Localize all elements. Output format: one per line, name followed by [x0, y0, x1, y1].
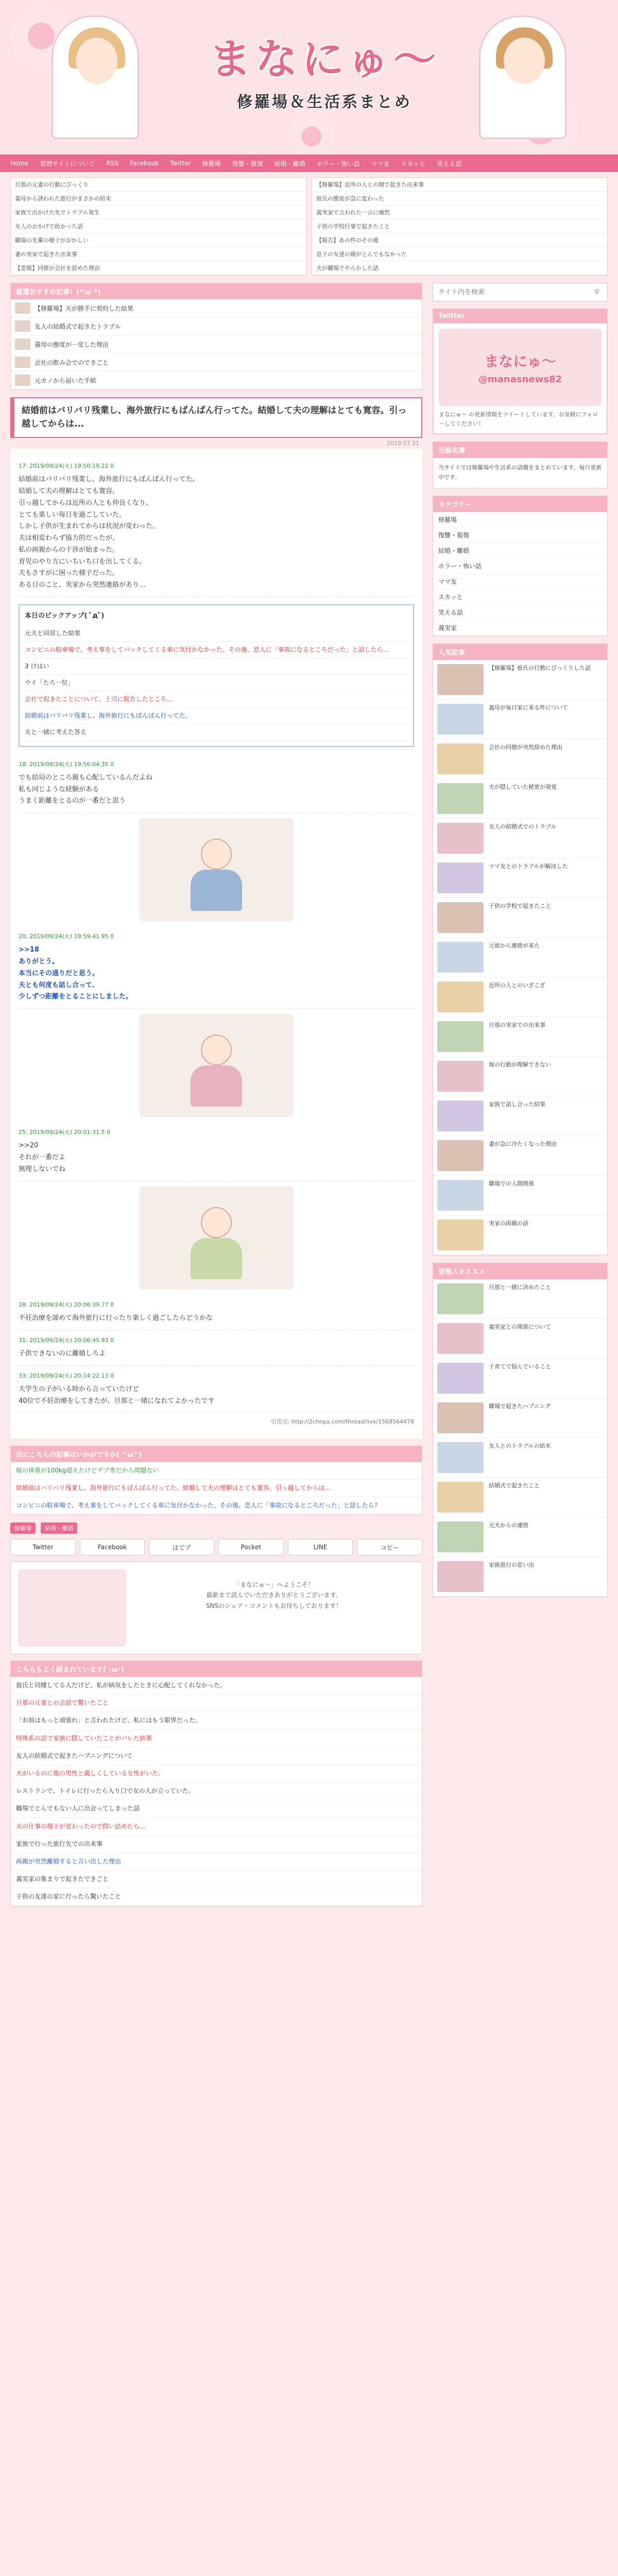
- admin-recommend-item[interactable]: [433, 1398, 607, 1438]
- main-nav: [0, 155, 618, 172]
- recommend-item-label: 友人の結婚式で起きたトラブル: [35, 323, 121, 330]
- share-hatena-button[interactable]: はてブ: [149, 1539, 214, 1555]
- recommend-heading: 厳選おすすめ記事！(*'ω`*): [11, 283, 422, 299]
- nav-item[interactable]: 管理サイトについて: [40, 160, 95, 167]
- midpick-item[interactable]: コンビニの駐車場で、考え事をしてバックしてくる車に気付かなかった。その後、恋人に「事故になるところだった」と話したら…: [25, 642, 408, 658]
- response-header: 18: 2019/09/24(火) 19:56:04.35 0: [19, 760, 114, 768]
- bottom-item[interactable]: 子供の友達の家に行ったら驚いたこと: [11, 1888, 422, 1906]
- post-title: 結婚前はバリバリ残業し、海外旅行にもばんばん行ってた。結婚して夫の理解はとても寛容。引っ越してからは...: [10, 397, 422, 438]
- midpick-item[interactable]: 会社で起きたことについて、上司に報告したところ…: [25, 691, 408, 708]
- response-body: 不妊治療を諦めて海外旅行に行ったり楽しく過ごしたらどうかな: [19, 1314, 213, 1322]
- response-body: >>20 それが一番だよ 無理しないでね: [19, 1142, 66, 1173]
- category-item[interactable]: 義実家: [433, 620, 607, 636]
- twitter-heading: Twitter: [433, 309, 607, 323]
- ranking-item-label: 妻が急に冷たくなった理由: [489, 1140, 557, 1147]
- nav-item[interactable]: 復讐・報復: [232, 160, 263, 167]
- thumbnail: [437, 1283, 484, 1314]
- thumbnail: [437, 1482, 484, 1513]
- bottom-item[interactable]: 特殊系の話で家族に隠していたことがバレた結果: [11, 1730, 422, 1748]
- admin-recommend-item[interactable]: [433, 1517, 607, 1557]
- about-box: [433, 442, 608, 488]
- thumbnail: [15, 302, 30, 314]
- bottom-item[interactable]: 彼氏と同棲してる人だけど、私が病気をしたときに心配してくれなかった。: [11, 1677, 422, 1694]
- tag[interactable]: 修羅場: [10, 1522, 36, 1534]
- response-item: [19, 1366, 414, 1413]
- midpick-item[interactable]: 結婚前はバリバリ残業し、海外旅行にもばんばん行ってた。: [25, 708, 408, 724]
- response-item: [19, 1122, 414, 1181]
- ranking-item[interactable]: [433, 898, 607, 938]
- response-body: 結婚前はバリバリ残業し、海外旅行にもばんばん行ってた。 結婚して夫の理解はとても寛容。 引っ越してからは近所の人とも仲良くなり、 とても楽しい毎日を過ごしていた。 しかし子供が生まれてからは状況が変わった。 夫は相変わらず協力的だったが、 私の両親からの干渉が始まった。 育児のやり方にいちいち口を出してくる。 夫もさすがに困った様子だった。 ある日のこと、実家から突然連絡があり…: [19, 476, 199, 589]
- thumbnail: [437, 1323, 484, 1354]
- site-search: [433, 283, 608, 301]
- bottom-item[interactable]: 「お前はもっと頑張れ」と言われたけど、私にはもう限界だった。: [11, 1712, 422, 1730]
- response-item: [19, 926, 414, 1009]
- response-header: 28: 2019/09/24(火) 20:06:39.77 0: [19, 1301, 114, 1308]
- tag[interactable]: 結婚・離婚: [41, 1522, 77, 1534]
- nav-item[interactable]: Home: [10, 160, 29, 167]
- admin-recommend-label: 義実家との関係について: [489, 1323, 551, 1330]
- ranking-item-label: 元彼から連絡が来た: [489, 942, 540, 949]
- ticker-link[interactable]: 【修羅場】近所の人との間で起きた出来事: [312, 178, 607, 192]
- ticker-link[interactable]: 職場の先輩の様子がおかしい: [11, 233, 306, 247]
- admin-recommend-item[interactable]: [433, 1279, 607, 1319]
- thumbnail: [437, 862, 484, 893]
- admin-recommend-item[interactable]: [433, 1557, 607, 1597]
- ranking-item[interactable]: [433, 779, 607, 819]
- ticker-link[interactable]: 義母から誘われた旅行がまさかの結末: [11, 192, 306, 206]
- twitter-name: まなにゅ〜: [484, 352, 556, 370]
- response-header: 31: 2019/09/24(火) 20:06:45.93 0: [19, 1336, 114, 1344]
- recommend-item-label: 【修羅場】夫が勝手に契約した結果: [35, 304, 134, 312]
- response-item: [19, 1295, 414, 1330]
- thumbnail: [437, 902, 484, 933]
- ranking-item[interactable]: [433, 1136, 607, 1176]
- bottom-item[interactable]: 夫がいるのに他の男性と親しくしている女性がいた。: [11, 1765, 422, 1783]
- midpick-box: [19, 604, 414, 747]
- thumbnail: [437, 1219, 484, 1250]
- ranking-box: [433, 643, 608, 1256]
- response-body: >>18 ありがとう。 本当にその通りだと思う。 夫とも何度も話し合って、 少しずつ距離をとることにしました。: [19, 946, 133, 1001]
- midpick-item[interactable]: 夫と一緒に考えた答え: [25, 724, 408, 741]
- ranking-item[interactable]: [433, 1017, 607, 1057]
- midpick-item[interactable]: ウイ「たろ一位」: [25, 675, 408, 691]
- recommend-item[interactable]: [11, 353, 422, 371]
- thumbnail: [15, 338, 30, 350]
- recommend-item-label: 義母の態度が一変した理由: [35, 341, 109, 348]
- twitter-box: [433, 309, 608, 434]
- thumbnail: [437, 1021, 484, 1052]
- nav-item[interactable]: 結婚・離婚: [274, 160, 305, 167]
- ticker-link[interactable]: 【報告】あの件のその後: [312, 233, 607, 247]
- recommend-box: [10, 283, 422, 390]
- admin-recommend-label: 家族旅行の思い出: [489, 1561, 534, 1568]
- twitter-handle: @manasnews82: [478, 374, 562, 385]
- midpick-item[interactable]: 3 けはい: [25, 658, 408, 675]
- thumbnail: [437, 704, 484, 735]
- main-content: [10, 283, 422, 1914]
- recommend-item[interactable]: [11, 371, 422, 389]
- nav-item[interactable]: スカッと: [401, 160, 426, 167]
- twitter-card[interactable]: [439, 329, 602, 406]
- admin-recommend-item[interactable]: [433, 1359, 607, 1398]
- ticker-link[interactable]: 息子の友達の親がとんでもなかった: [312, 247, 607, 261]
- site-title: まなにゅ〜: [209, 35, 440, 84]
- share-line-button[interactable]: LINE: [288, 1539, 353, 1555]
- response-header: 20: 2019/09/24(火) 19:59:41.95 0: [19, 933, 114, 940]
- girl-illustration-right: [479, 15, 566, 139]
- site-logo[interactable]: [180, 26, 469, 112]
- category-item[interactable]: 結婚・離婚: [433, 543, 607, 558]
- share-copy-button[interactable]: コピー: [357, 1539, 422, 1555]
- bottom-item[interactable]: 夫の仕事の様子が変わったので問い詰めたら…: [11, 1818, 422, 1836]
- nav-item[interactable]: 笑える話: [437, 160, 462, 167]
- ticker-link[interactable]: 友人のおかげで助かった話: [11, 219, 306, 233]
- ranking-item[interactable]: [433, 1096, 607, 1136]
- bottom-item[interactable]: 友人の結婚式で起きたハプニングについて: [11, 1748, 422, 1765]
- thumbnail: [437, 1521, 484, 1552]
- tag-list: [10, 1522, 422, 1534]
- admin-recommend-heading: 管理人オススメ: [433, 1263, 607, 1279]
- response-header: 33: 2019/09/24(火) 20:14:22.13 0: [19, 1372, 114, 1379]
- sidebar: [433, 283, 608, 1914]
- midpick-item[interactable]: 元夫と同居した結果: [25, 625, 408, 642]
- thumbnail: [437, 942, 484, 973]
- article-illustration: [139, 1187, 294, 1290]
- thumbnail: [437, 1180, 484, 1211]
- thumbnail: [15, 320, 30, 332]
- related-box: [10, 1446, 422, 1516]
- nav-item[interactable]: Facebook: [129, 160, 159, 167]
- related-heading: 次にこちらの記事はいかがですか( ^ω^): [11, 1446, 422, 1462]
- bottom-box: [10, 1660, 422, 1906]
- share-twitter-button[interactable]: Twitter: [10, 1539, 76, 1555]
- ranking-item-label: 【修羅場】彼氏の行動にびっくりした話: [489, 664, 591, 671]
- ranking-item[interactable]: [433, 739, 607, 779]
- response-body: 大学生の子がいる時から言っていたけど 40位で不妊治療をしてきたが、旦那と一緒になれてよかったです: [19, 1385, 215, 1405]
- headline-ticker: [10, 177, 608, 276]
- response-item: [19, 456, 414, 597]
- recommend-item-label: 会社の飲み会でのできごと: [35, 359, 109, 366]
- admin-recommend-item[interactable]: [433, 1438, 607, 1478]
- related-item[interactable]: 嫁の体重が100kg超えたけどデブ専だから問題ない: [11, 1462, 422, 1480]
- ranking-item-label: 会社の同僚が突然辞めた理由: [489, 743, 562, 751]
- admin-recommend-item[interactable]: [433, 1478, 607, 1517]
- admin-recommend-item[interactable]: [433, 1319, 607, 1359]
- ticker-link[interactable]: 彼氏の態度が急に変わった: [312, 192, 607, 206]
- ranking-item-label: 夫が隠していた秘密が発覚: [489, 783, 557, 790]
- recommend-item-label: 元カノから届いた手紙: [35, 377, 97, 384]
- bottom-item[interactable]: 両親が突然離婚すると言い出した理由: [11, 1853, 422, 1871]
- thumbnail: [437, 1402, 484, 1433]
- thumbnail: [437, 1561, 484, 1592]
- twitter-description: まなにゅ〜 の更新情報をツイートしています。お気軽にフォローしてください！: [439, 411, 598, 427]
- ticker-link[interactable]: 子供の学校行事で起きたこと: [312, 219, 607, 233]
- nav-item[interactable]: ママ友: [371, 160, 390, 167]
- thumbnail: [437, 823, 484, 854]
- related-item[interactable]: コンビニの駐車場で、考え事をしてバックしてくる車に気付かなかった。その後、恋人に「事故になるところだった」と話したら？: [11, 1497, 422, 1515]
- thumbnail: [437, 981, 484, 1012]
- site-subtitle: 修羅場＆生活系まとめ: [237, 93, 412, 111]
- related-item[interactable]: 結婚前はバリバリ残業し、海外旅行にもばんばん行ってた。結婚して夫の理解はとても寛容。引っ越してからは…: [11, 1480, 422, 1497]
- article-illustration: [139, 1014, 294, 1117]
- admin-recommend-label: 職場で起きたハプニング: [489, 1402, 551, 1410]
- category-item[interactable]: スカッと: [433, 589, 607, 605]
- category-item[interactable]: 笑える話: [433, 605, 607, 620]
- ranking-item[interactable]: [433, 700, 607, 739]
- follow-box: [10, 1562, 422, 1654]
- follow-illustration: [18, 1569, 126, 1647]
- share-pocket-button[interactable]: Pocket: [218, 1539, 284, 1555]
- admin-recommend-label: 子育てで悩んでいること: [489, 1363, 551, 1370]
- search-input[interactable]: [433, 283, 587, 301]
- article-body: [10, 449, 422, 1438]
- admin-recommend-label: 元夫からの連絡: [489, 1521, 528, 1529]
- site-header: [0, 0, 618, 155]
- categories-heading: カテゴリー: [433, 496, 607, 512]
- response-header: 25: 2019/09/24(火) 20:01:31.5 0: [19, 1129, 111, 1136]
- nav-item[interactable]: ホラー・怖い話: [316, 160, 360, 167]
- category-item[interactable]: ママ友: [433, 574, 607, 589]
- ranking-item-label: ママ友とのトラブルが解決した: [489, 862, 568, 870]
- share-facebook-button[interactable]: Facebook: [80, 1539, 145, 1555]
- response-header: 17: 2019/09/24(火) 19:50:19.22 0: [19, 463, 114, 469]
- category-item[interactable]: 修羅場: [433, 512, 607, 528]
- thumbnail: [437, 1061, 484, 1092]
- thumbnail: [437, 1363, 484, 1394]
- bottom-item[interactable]: 家族で行った旅行先での出来事: [11, 1836, 422, 1853]
- categories-box: [433, 496, 608, 636]
- about-text: 当サイトでは修羅場や生活系の話題をまとめています。毎日更新中です。: [438, 464, 602, 481]
- thumbnail: [437, 1100, 484, 1131]
- thumbnail: [15, 357, 30, 368]
- admin-recommend-box: [433, 1263, 608, 1597]
- ranking-item[interactable]: [433, 660, 607, 700]
- response-item: [19, 1330, 414, 1366]
- admin-recommend-label: 旦那と一緒に決めたこと: [489, 1283, 551, 1291]
- share-buttons: [10, 1539, 422, 1555]
- ranking-item[interactable]: [433, 1176, 607, 1215]
- ticker-column-left: [10, 177, 306, 276]
- recommend-item[interactable]: [11, 299, 422, 317]
- ranking-item[interactable]: [433, 1215, 607, 1255]
- about-heading: 当館名簿: [433, 442, 607, 458]
- ranking-item[interactable]: [433, 1057, 607, 1096]
- ticker-link[interactable]: 夫が職場でやらかした話: [312, 261, 607, 275]
- bottom-item[interactable]: 旦那の元妻との会話で驚いたこと: [11, 1694, 422, 1712]
- ticker-link[interactable]: 旦那の元妻の行動にびっくり: [11, 178, 306, 192]
- category-item[interactable]: 復讐・報復: [433, 528, 607, 543]
- ranking-item-label: 近所の人とのいざこざ: [489, 981, 545, 989]
- ranking-item-label: 友人の結婚式でのトラブル: [489, 823, 557, 830]
- flower-decoration: [288, 113, 335, 155]
- ranking-heading: 人気記事: [433, 644, 607, 660]
- nav-item[interactable]: Twitter: [170, 160, 191, 167]
- ticker-link[interactable]: 義実家で言われた一言に唖然: [312, 206, 607, 219]
- ranking-item[interactable]: [433, 858, 607, 898]
- bottom-item[interactable]: 義実家の集まりで起きたできごと: [11, 1871, 422, 1888]
- thumbnail: [437, 743, 484, 774]
- ticker-link[interactable]: 妻の実家で起きた出来事: [11, 247, 306, 261]
- girl-illustration-left: [52, 15, 139, 139]
- ranking-item[interactable]: [433, 938, 607, 977]
- ranking-item[interactable]: [433, 977, 607, 1017]
- ticker-column-right: [312, 177, 608, 276]
- ranking-item-label: 嫁の行動が理解できない: [489, 1061, 551, 1068]
- nav-item[interactable]: 修羅場: [202, 160, 221, 167]
- follow-text: 「まなにゅ〜」へようこそ！ 最新まで読んでいただきありがとうございます。 SNSのシェア・コメントもお待ちしております！: [206, 1581, 342, 1609]
- midpick-heading: 本日のピックアップ( ﾟдﾟ): [25, 612, 105, 620]
- ranking-item-label: 実家の両親の話: [489, 1219, 528, 1227]
- category-item[interactable]: ホラー・怖い話: [433, 558, 607, 574]
- recommend-item[interactable]: [11, 317, 422, 335]
- article-illustration: [139, 818, 294, 921]
- ticker-link[interactable]: 【悲報】同僚が会社を辞めた理由: [11, 261, 306, 275]
- admin-recommend-label: 友人とのトラブルの結末: [489, 1442, 551, 1449]
- post-date: 2019.07.31: [387, 440, 419, 447]
- ranking-item[interactable]: [433, 819, 607, 858]
- response-body: 子供できないのに離婚しろよ: [19, 1349, 106, 1358]
- response-body: でも結局のところ親も心配しているんだよね 私も同じような経験がある うまく距離をとるのが一番だと思う: [19, 773, 153, 805]
- ranking-item-label: 義母が毎日家に来る件について: [489, 704, 568, 711]
- recommend-item[interactable]: [11, 335, 422, 353]
- ranking-item-label: 職場での人間関係: [489, 1180, 534, 1187]
- thumbnail: [437, 1442, 484, 1473]
- bottom-item[interactable]: レストランで、トイレに行ったら入り口で女の人が立っていた。: [11, 1783, 422, 1800]
- thumbnail: [437, 783, 484, 814]
- thumbnail: [437, 1140, 484, 1171]
- admin-recommend-label: 結婚式で起きたこと: [489, 1482, 540, 1489]
- search-icon[interactable]: ⚲: [594, 288, 599, 296]
- ranking-item-label: 子供の学校で起きたこと: [489, 902, 551, 909]
- bottom-heading: こちらもよく読まれています( ･ω･): [11, 1661, 422, 1677]
- bottom-item[interactable]: 職場でとんでもない人に出会ってしまった話: [11, 1800, 422, 1818]
- ticker-link[interactable]: 家族で出かけた先でトラブル発生: [11, 206, 306, 219]
- ranking-item-label: 旦那の実家での出来事: [489, 1021, 545, 1028]
- ranking-item-label: 家族で話し合った結果: [489, 1100, 545, 1108]
- response-item: [19, 754, 414, 814]
- nav-item[interactable]: RSS: [106, 160, 118, 167]
- source-link[interactable]: 引用元: http://2chnpa.com/thread/live/1568564478: [270, 1418, 414, 1426]
- thumbnail: [437, 664, 484, 695]
- thumbnail: [15, 375, 30, 386]
